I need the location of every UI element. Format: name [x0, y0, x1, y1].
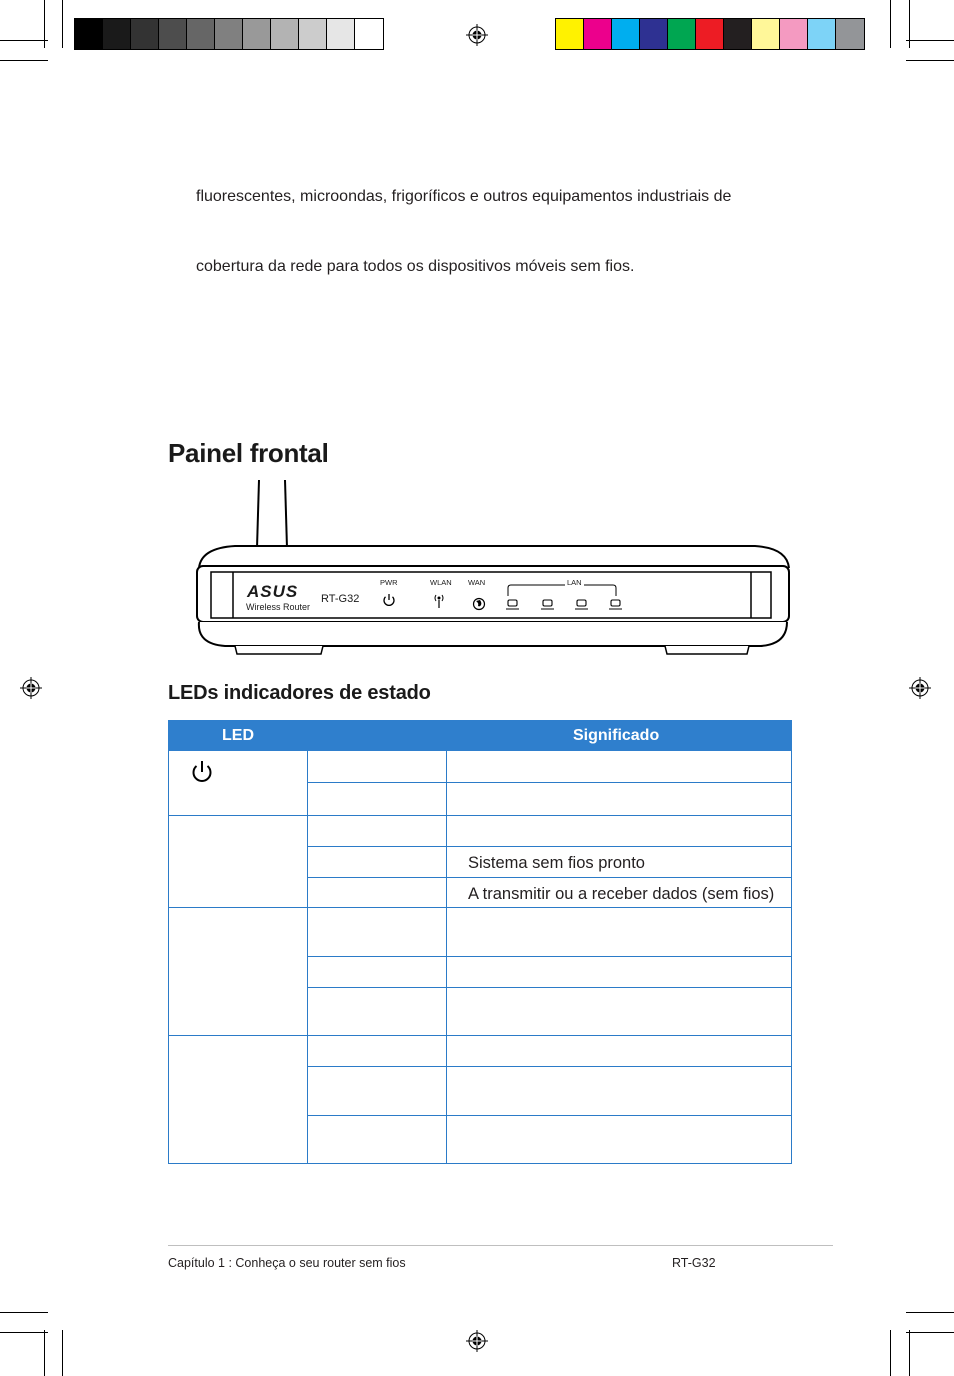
grayscale-bar [74, 18, 384, 50]
color-swatch [243, 19, 271, 49]
table-cell: A transmitir ou a receber dados (sem fios) [468, 885, 775, 903]
pwr-label: PWR [380, 578, 398, 587]
crop-mark [906, 60, 954, 61]
table-divider [307, 751, 308, 1164]
color-swatch [640, 19, 668, 49]
color-swatch [668, 19, 696, 49]
led-status-table [168, 720, 792, 1164]
crop-mark [0, 1312, 48, 1313]
table-row-line [168, 815, 792, 816]
color-swatch [724, 19, 752, 49]
crop-mark [62, 0, 63, 48]
color-swatch [752, 19, 780, 49]
color-swatch [75, 19, 103, 49]
crop-mark [890, 0, 891, 48]
color-swatch [271, 19, 299, 49]
table-row-line [307, 1115, 792, 1116]
registration-mark-icon [466, 1330, 488, 1352]
color-swatch [780, 19, 808, 49]
router-illustration [195, 478, 795, 658]
color-swatch [612, 19, 640, 49]
color-swatch [159, 19, 187, 49]
color-swatch [584, 19, 612, 49]
footer-divider [168, 1245, 833, 1246]
table-row-line [307, 846, 792, 847]
table-cell: Sistema sem fios pronto [468, 854, 645, 872]
wlan-label: WLAN [430, 578, 452, 587]
router-model: RT-G32 [321, 593, 360, 605]
registration-mark-icon [20, 677, 42, 699]
table-row-line [307, 782, 792, 783]
registration-mark-icon [909, 677, 931, 699]
body-text-line: cobertura da rede para todos os dispositivos móveis sem fios. [196, 258, 635, 275]
color-bar [555, 18, 865, 50]
footer-model: RT-G32 [672, 1256, 716, 1270]
table-row-line [168, 907, 792, 908]
asus-logo: ASUS [247, 582, 299, 601]
table-row-line [168, 1035, 792, 1036]
crop-mark [890, 1330, 891, 1376]
color-swatch [131, 19, 159, 49]
color-swatch [556, 19, 584, 49]
registration-mark-icon [466, 24, 488, 46]
crop-mark [906, 40, 954, 41]
table-row-line [307, 1066, 792, 1067]
header-led: LED [222, 727, 254, 744]
crop-mark [0, 40, 48, 41]
crop-mark [44, 1330, 45, 1376]
color-swatch [836, 19, 864, 49]
color-swatch [696, 19, 724, 49]
router-subtitle: Wireless Router [246, 602, 311, 612]
color-swatch [215, 19, 243, 49]
footer-chapter: Capítulo 1 : Conheça o seu router sem fios [168, 1256, 406, 1270]
table-divider [446, 751, 447, 1164]
table-row-line [307, 987, 792, 988]
subsection-title: LEDs indicadores de estado [168, 682, 431, 704]
table-row-line [307, 877, 792, 878]
color-swatch [355, 19, 383, 49]
color-swatch [808, 19, 836, 49]
body-text-line: fluorescentes, microondas, frigoríficos e outros equipamentos industriais de [196, 188, 732, 205]
crop-mark [62, 1330, 63, 1376]
section-title: Painel frontal [168, 438, 329, 468]
header-meaning: Significado [573, 727, 660, 744]
wan-label: WAN [468, 578, 486, 587]
lan-label: LAN [567, 578, 582, 587]
crop-mark [0, 1332, 48, 1333]
color-swatch [187, 19, 215, 49]
color-swatch [327, 19, 355, 49]
color-swatch [299, 19, 327, 49]
crop-mark [906, 1312, 954, 1313]
table-header [168, 720, 792, 751]
color-swatch [103, 19, 131, 49]
crop-mark [906, 1332, 954, 1333]
crop-mark [909, 1330, 910, 1376]
crop-mark [0, 60, 48, 61]
table-row-line [307, 956, 792, 957]
power-icon [190, 760, 214, 786]
